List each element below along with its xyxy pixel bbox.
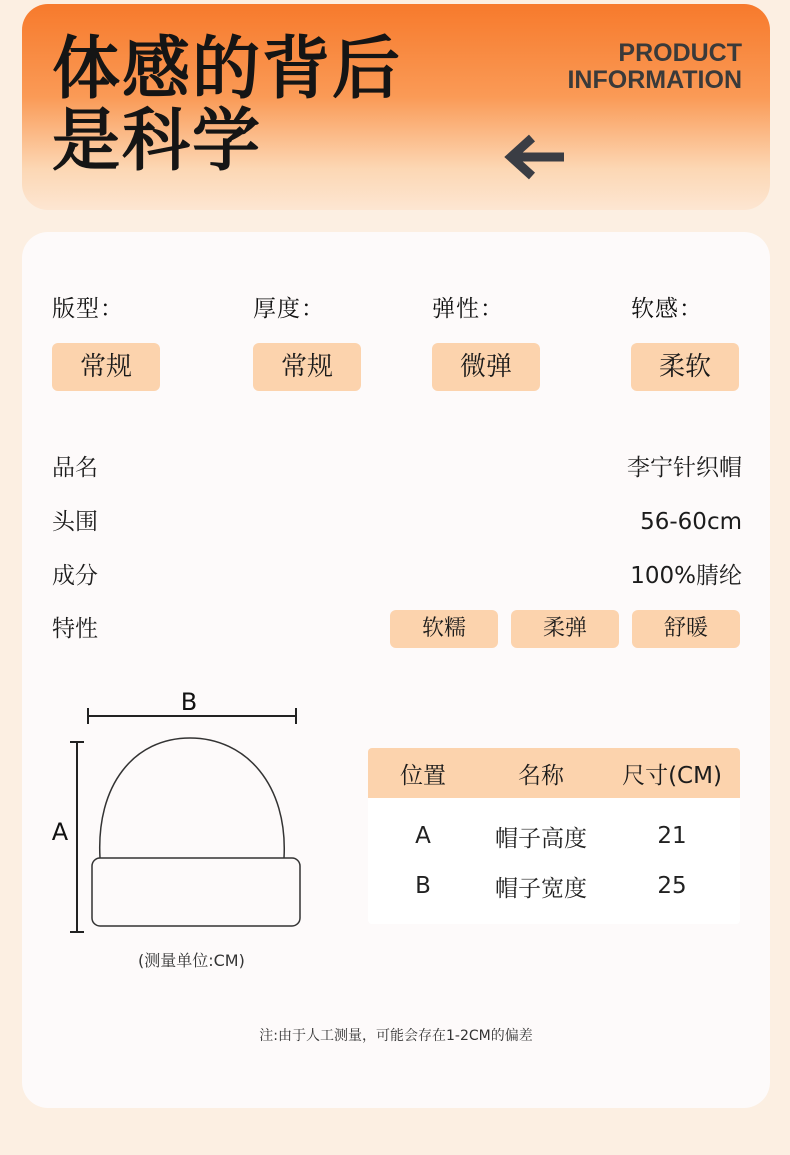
attribute-tag: 微弹 xyxy=(432,343,540,391)
attribute-tag: 常规 xyxy=(253,343,361,391)
product-information-label xyxy=(567,40,742,94)
attribute-thickness xyxy=(253,290,393,391)
size-table-header xyxy=(368,748,740,798)
feature-tag: 软糯 xyxy=(390,610,498,648)
header-name: 名称 xyxy=(518,762,564,789)
attribute-label: 软感： xyxy=(631,296,703,322)
product-line-1: PRODUCT xyxy=(618,39,742,67)
attribute-label: 版型： xyxy=(52,296,124,322)
hat-diagram xyxy=(52,680,312,980)
cell-position: A xyxy=(415,823,431,849)
title-line-2: 是科学 xyxy=(52,102,263,181)
cell-size: 21 xyxy=(657,823,687,849)
info-row-name xyxy=(52,448,742,488)
hat-cuff xyxy=(92,858,300,926)
info-row-material xyxy=(52,556,742,596)
table-row xyxy=(368,861,740,911)
label-a: A xyxy=(52,818,69,846)
info-value: 100%腈纶 xyxy=(630,563,742,589)
attribute-label: 厚度： xyxy=(253,296,325,322)
page-title xyxy=(52,30,403,181)
cell-name: 帽子高度 xyxy=(495,825,587,852)
hat-crown xyxy=(100,738,285,858)
header-banner xyxy=(22,4,770,210)
info-row-head-circumference xyxy=(52,502,742,542)
feature-tag: 柔弹 xyxy=(511,610,619,648)
attribute-softness xyxy=(631,290,771,391)
attribute-tag: 柔软 xyxy=(631,343,739,391)
info-value: 56-60cm xyxy=(640,509,742,535)
title-line-1: 体感的背后 xyxy=(52,30,403,109)
info-card xyxy=(22,232,770,1108)
attribute-label: 弹性： xyxy=(432,296,504,322)
product-line-2: INFORMATION xyxy=(567,66,742,94)
attribute-fit xyxy=(52,290,192,391)
cell-position: B xyxy=(415,873,431,899)
info-key: 成分 xyxy=(52,563,98,589)
size-table xyxy=(368,748,740,924)
info-key: 特性 xyxy=(52,616,98,642)
cell-name: 帽子宽度 xyxy=(495,875,587,902)
table-row xyxy=(368,811,740,861)
header-size: 尺寸(CM) xyxy=(622,762,722,789)
feature-tag: 舒暖 xyxy=(632,610,740,648)
unit-note: (测量单位:CM) xyxy=(138,951,245,970)
feature-tags xyxy=(390,610,740,648)
info-key: 品名 xyxy=(52,455,98,481)
label-b: B xyxy=(180,688,198,716)
arrow-left-icon xyxy=(502,132,568,182)
header-position: 位置 xyxy=(400,762,446,789)
attribute-elasticity xyxy=(432,290,572,391)
cell-size: 25 xyxy=(657,873,687,899)
attribute-tag: 常规 xyxy=(52,343,160,391)
info-key: 头围 xyxy=(52,509,98,535)
info-value: 李宁针织帽 xyxy=(627,455,742,481)
measurement-disclaimer: 注:由于人工测量，可能会存在1-2CM的偏差 xyxy=(259,1028,533,1044)
